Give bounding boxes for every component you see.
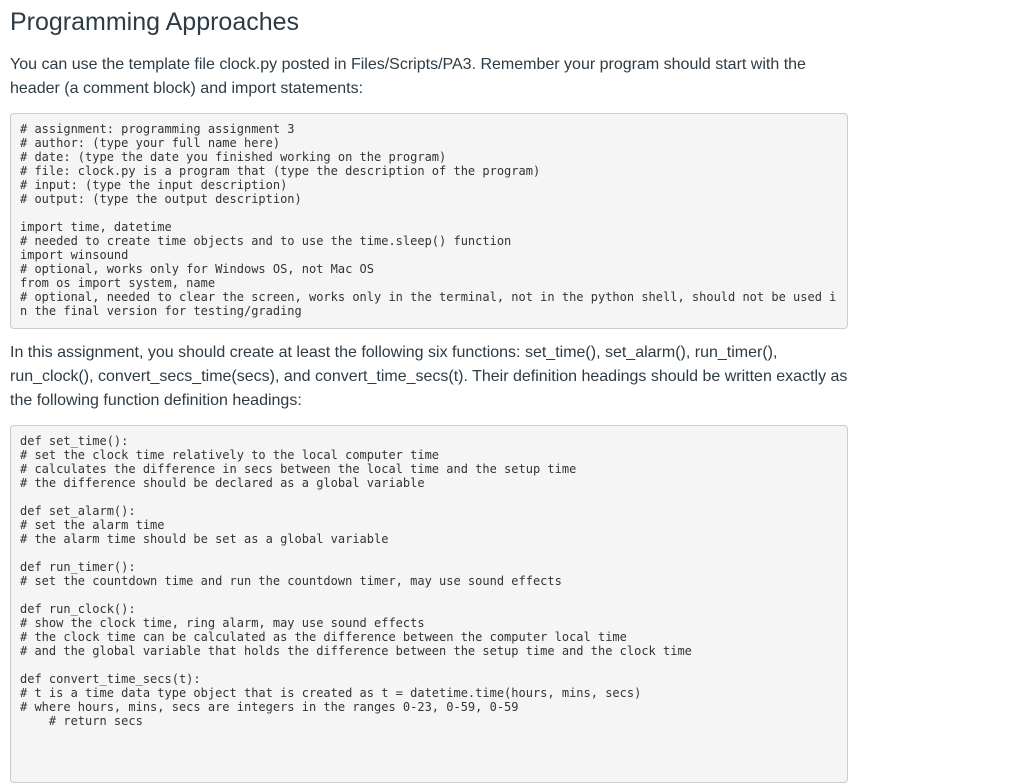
- code-line: def convert_time_secs(t):: [20, 672, 201, 686]
- code-line: from os import system, name: [20, 276, 216, 290]
- code-line: n the final version for testing/grading: [20, 304, 302, 318]
- code-line: def run_timer():: [20, 560, 136, 574]
- code-line: # date: (type the date you finished working on the program): [20, 150, 447, 164]
- code-line: # return secs: [20, 714, 143, 728]
- code-line: # t is a time data type object that is created as t = datetime.time(hours, mins, secs): [20, 686, 642, 700]
- function-definitions-code-block: [10, 425, 848, 783]
- page-title: Programming Approaches: [10, 8, 300, 36]
- code-line: # input: (type the input description): [20, 178, 288, 192]
- code-line: import winsound: [20, 248, 129, 262]
- code-line: # set the countdown time and run the countdown timer, may use sound effects: [20, 574, 562, 588]
- code-line: # assignment: programming assignment 3: [20, 122, 295, 136]
- code-line: [20, 658, 838, 672]
- code-line: [20, 490, 838, 504]
- code-line: [20, 546, 838, 560]
- code-line: # optional, works only for Windows OS, not Mac OS: [20, 262, 375, 276]
- intro-paragraph: You can use the template file clock.py posted in Files/Scripts/PA3. Remember your program should start with the header (a comment block) and import statements:: [10, 56, 806, 97]
- code-line: # the difference should be declared as a global variable: [20, 476, 425, 490]
- code-line: # where hours, mins, secs are integers in the ranges 0-23, 0-59, 0-59: [20, 700, 519, 714]
- code-line: # the clock time can be calculated as the difference between the computer local time: [20, 630, 627, 644]
- code-line: # needed to create time objects and to use the time.sleep() function: [20, 234, 512, 248]
- code-line: # show the clock time, ring alarm, may use sound effects: [20, 616, 425, 630]
- code-line: def set_alarm():: [20, 504, 136, 518]
- header-code-block: [10, 113, 848, 329]
- code-line: # calculates the difference in secs between the local time and the setup time: [20, 462, 577, 476]
- code-line: # file: clock.py is a program that (type the description of the program): [20, 164, 541, 178]
- code-line: [20, 206, 838, 220]
- code-line: # author: (type your full name here): [20, 136, 281, 150]
- code-line: # output: (type the output description): [20, 192, 302, 206]
- code-line: def set_time():: [20, 434, 129, 448]
- code-line: def run_clock():: [20, 602, 136, 616]
- code-line: import time, datetime: [20, 220, 172, 234]
- code-line: [20, 588, 838, 602]
- code-line: # the alarm time should be set as a global variable: [20, 532, 389, 546]
- code-line: # optional, needed to clear the screen, works only in the terminal, not in the python shell, should not be used i: [20, 290, 837, 304]
- code-line: # set the clock time relatively to the local computer time: [20, 448, 440, 462]
- code-line: # and the global variable that holds the difference between the setup time and the clock time: [20, 644, 692, 658]
- functions-paragraph: In this assignment, you should create at least the following six functions: set_time(), set_alarm(), run_timer(), run_clock(), convert_secs_time(secs), and convert_time_secs(t). Their definition headings should be written exactly as the following function definition headings:: [10, 344, 848, 409]
- code-line: # set the alarm time: [20, 518, 165, 532]
